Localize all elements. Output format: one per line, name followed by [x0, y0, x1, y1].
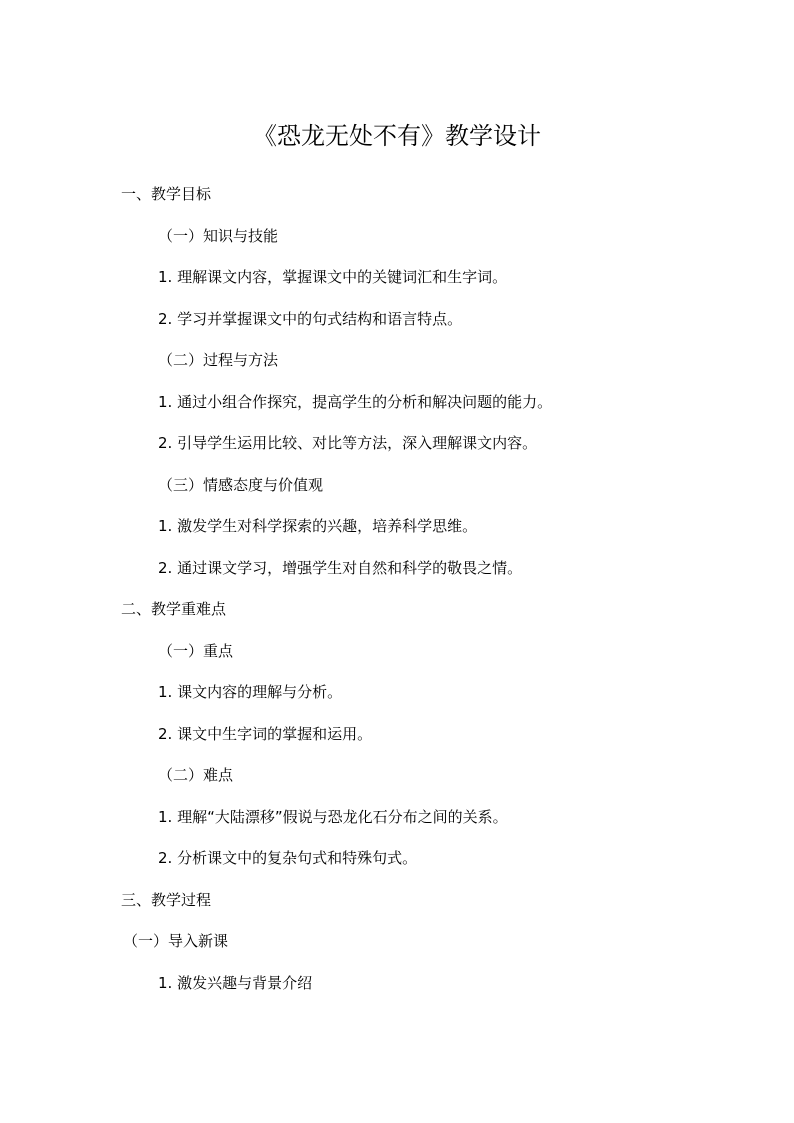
subsection-heading: （一）导入新课 — [123, 932, 229, 950]
list-item: 2. 学习并掌握课文中的句式结构和语言特点。 — [158, 310, 463, 328]
list-item: 1. 激发兴趣与背景介绍 — [158, 974, 313, 992]
list-item: 2. 通过课文学习，增强学生对自然和科学的敬畏之情。 — [158, 559, 523, 577]
list-item: 2. 分析课文中的复杂句式和特殊句式。 — [158, 849, 418, 867]
list-item: 2. 课文中生字词的掌握和运用。 — [158, 725, 373, 743]
subsection-heading: （三）情感态度与价值观 — [158, 476, 324, 494]
section-heading: 一、教学目标 — [121, 185, 212, 203]
subsection-heading: （二）过程与方法 — [158, 351, 279, 369]
section-heading: 二、教学重难点 — [121, 600, 227, 618]
list-item: 1. 理解“大陆漂移”假说与恐龙化石分布之间的关系。 — [158, 808, 508, 826]
subsection-heading: （一）知识与技能 — [158, 227, 279, 245]
list-item: 1. 通过小组合作探究，提高学生的分析和解决问题的能力。 — [158, 393, 553, 411]
document-title: 《恐龙无处不有》教学设计 — [253, 122, 541, 150]
section-heading: 三、教学过程 — [121, 891, 212, 909]
list-item: 2. 引导学生运用比较、对比等方法，深入理解课文内容。 — [158, 434, 538, 452]
subsection-heading: （二）难点 — [158, 766, 234, 784]
list-item: 1. 课文内容的理解与分析。 — [158, 683, 343, 701]
list-item: 1. 理解课文内容，掌握课文中的关键词汇和生字词。 — [158, 268, 508, 286]
subsection-heading: （一）重点 — [158, 642, 234, 660]
list-item: 1. 激发学生对科学探索的兴趣，培养科学思维。 — [158, 517, 478, 535]
